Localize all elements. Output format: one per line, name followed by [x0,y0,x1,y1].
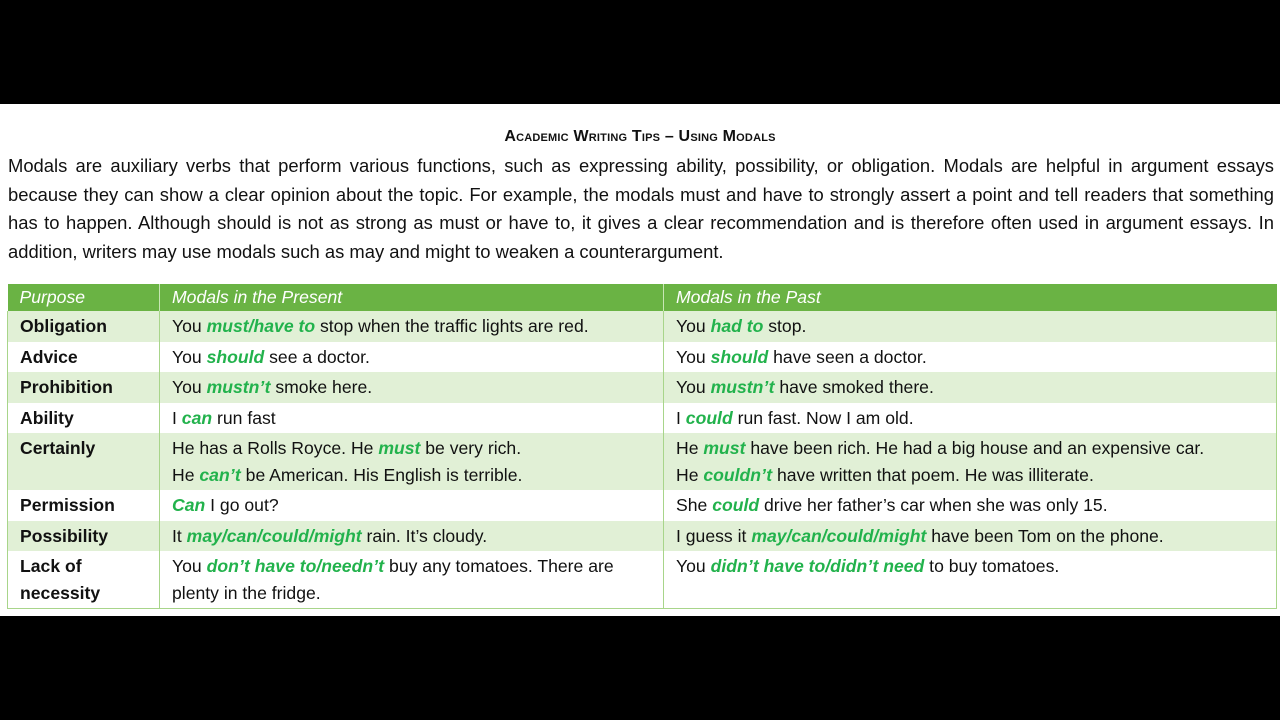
example-text-before: You [676,346,711,367]
modal-verb: could [712,495,760,515]
example-text-before: I guess it [676,525,752,546]
present-example-line [172,374,651,401]
modal-verb: don’t have to/needn’t [206,556,385,576]
page-title: Academic Writing Tips – Using Modals [504,128,776,145]
past-example-line [676,523,1264,550]
example-text-before: I [676,407,686,428]
purpose-cell: Prohibition [8,372,160,403]
past-example-line [676,344,1264,371]
example-text-before: He [676,464,704,485]
example-text-before: You [172,377,207,397]
table-row [8,403,1277,434]
document-page [0,104,1280,616]
header-present: Modals in the Present [160,284,664,311]
example-text-after: have been Tom on the phone. [926,525,1164,546]
past-example-line [676,374,1264,401]
example-text-before: You [676,316,711,336]
modal-verb: had to [710,316,764,336]
modal-verb: must [703,438,746,458]
present-cell [160,490,664,521]
purpose-cell: Ability [8,403,160,434]
table-row [8,372,1277,403]
present-cell [160,551,664,609]
example-text-after: be American. His English is terrible. [240,464,523,485]
past-cell [664,342,1277,373]
table-row [8,521,1277,552]
modal-verb: should [710,346,769,367]
modal-verb: must/have to [206,316,316,336]
present-example-line [172,492,651,519]
table-row [8,433,1277,490]
example-text-before: He has a Rolls Royce. He [172,438,379,458]
header-purpose: Purpose [8,284,160,311]
example-text-after: stop. [763,316,807,336]
example-text-after: run fast. Now I am old. [732,407,914,428]
past-cell [664,311,1277,342]
purpose-cell: Permission [8,490,160,521]
intro-paragraph: Modals are auxiliary verbs that perform various functions, such as expressing ability, possibility, or obligation. Modals are helpful in argument essays because they can show a clear opinion about the topic. For example, the modals must and have to strongly assert a point and tell readers that something has to happen. Although should is not as strong as must or have to, it gives a clear recommendation and is therefore often used in argument essays. In addition, writers may use modals such as may and might to weaken a counterargument. [8,155,1274,262]
present-example-line [172,405,651,432]
purpose-cell: Lack of necessity [8,551,160,609]
modal-verb: must [378,438,421,458]
present-example-line [172,435,651,462]
modal-verb: Can [172,495,206,515]
example-text-after: to buy tomatoes. [924,556,1060,576]
example-text-after: have seen a doctor. [768,346,927,367]
modal-verb: could [685,407,733,428]
past-cell [664,551,1277,609]
past-cell [664,403,1277,434]
modal-verb: may/can/could/might [186,525,362,546]
modal-verb: can [181,407,213,428]
modal-verb: didn’t have to/didn’t need [710,556,925,576]
header-past: Modals in the Past [664,284,1277,311]
past-cell [664,521,1277,552]
example-text-after: see a doctor. [264,346,370,367]
past-example-line [676,553,1264,580]
modal-verb: should [206,346,265,367]
example-text-after: buy any tomatoes. There are plenty in the fridge. [172,556,614,603]
example-text-before: She [676,495,713,515]
present-example-line [172,523,651,550]
example-text-after: run fast [212,407,276,428]
past-example-line [676,462,1264,489]
present-example-line [172,553,651,606]
present-cell [160,433,664,490]
example-text-before: He [172,464,200,485]
example-text-after: stop when the traffic lights are red. [315,316,589,336]
purpose-cell: Certainly [8,433,160,490]
example-text-after: smoke here. [270,377,373,397]
past-example-line [676,405,1264,432]
past-cell [664,372,1277,403]
modal-verb: mustn’t [206,377,271,397]
example-text-after: rain. It’s cloudy. [361,525,488,546]
example-text-before: You [676,556,711,576]
modal-verb: can’t [199,464,241,485]
example-text-after: have been rich. He had a big house and an expensive car. [745,438,1205,458]
present-example-line [172,344,651,371]
example-text-before: You [172,346,207,367]
past-example-line [676,435,1264,462]
table-row [8,342,1277,373]
example-text-before: He [676,438,704,458]
example-text-before: It [172,525,187,546]
table-row [8,311,1277,342]
table-row [8,551,1277,609]
modals-table [7,284,1277,609]
example-text-after: drive her father’s car when she was only 15. [759,495,1108,515]
present-example-line [172,313,651,340]
purpose-cell: Advice [8,342,160,373]
modal-verb: couldn’t [703,464,773,485]
past-cell [664,490,1277,521]
table-row [8,490,1277,521]
example-text-after: I go out? [205,495,279,515]
example-text-after: be very rich. [420,438,522,458]
example-text-before: You [172,556,207,576]
present-cell [160,521,664,552]
example-text-before: You [676,377,711,397]
present-example-line [172,462,651,489]
purpose-cell: Possibility [8,521,160,552]
example-text-before: You [172,316,207,336]
present-cell [160,342,664,373]
past-cell [664,433,1277,490]
example-text-after: have smoked there. [774,377,934,397]
past-example-line [676,492,1264,519]
past-example-line [676,313,1264,340]
modal-verb: mustn’t [710,377,775,397]
example-text-before: I [172,407,182,428]
purpose-cell: Obligation [8,311,160,342]
example-text-after: have written that poem. He was illiterate. [772,464,1094,485]
present-cell [160,403,664,434]
present-cell [160,311,664,342]
modal-verb: may/can/could/might [751,525,927,546]
present-cell [160,372,664,403]
table-header-row [8,284,1277,311]
